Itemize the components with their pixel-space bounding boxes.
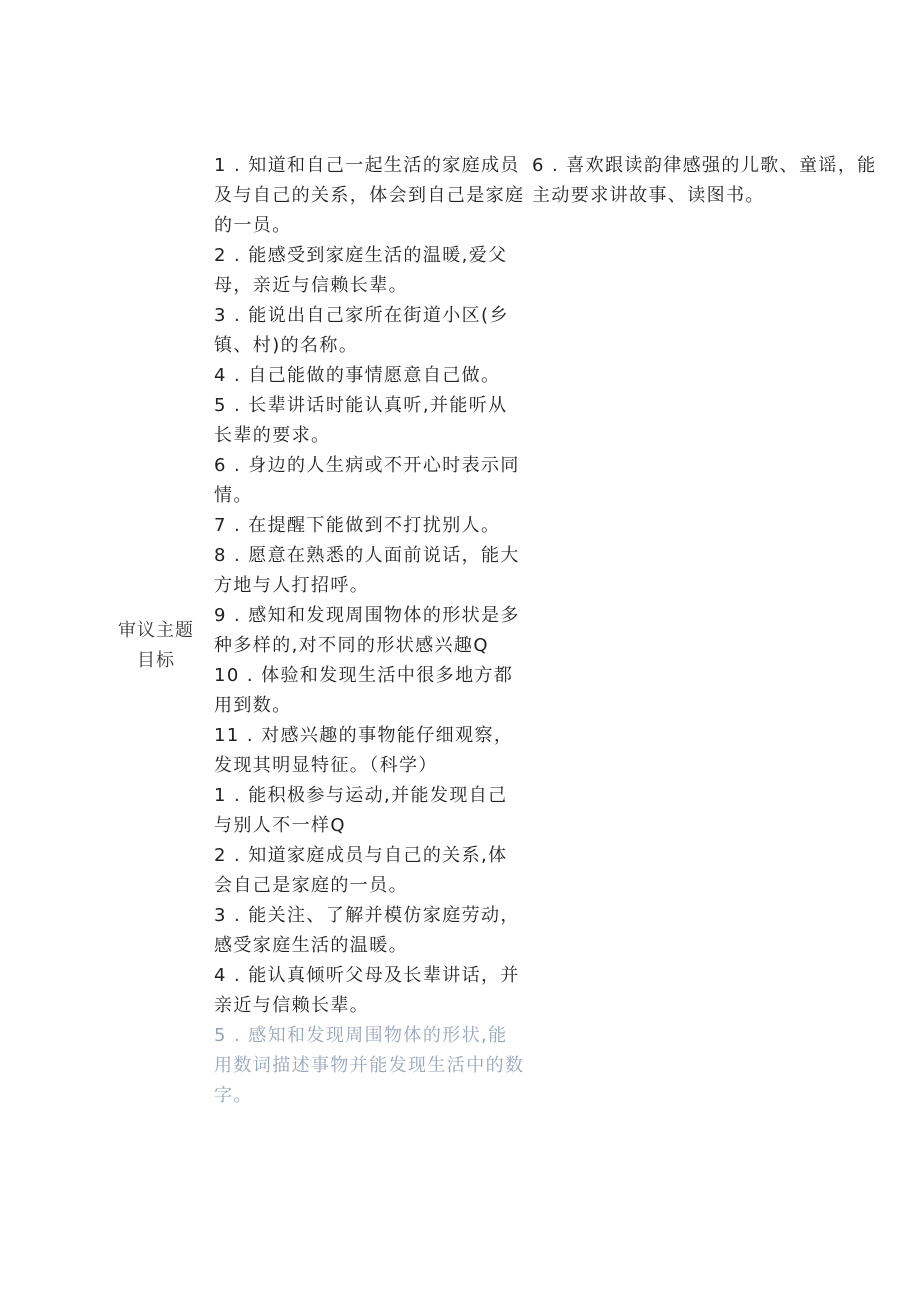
goal-item: 1 . 能积极参与运动,并能发现自己与别人不一样Q [214, 785, 508, 836]
goal-item: 6 . 身边的人生病或不开心时表示同情。 [214, 455, 520, 506]
goal-item-faded: 5 . 感知和发现周围物体的形状,能用数词描述事物并能发现生活中的数字。 [214, 1025, 525, 1106]
goal-item: 9 . 感知和发现周围物体的形状是多种多样的,对不同的形状感兴趣Q [214, 605, 520, 656]
goal-item: 1 . 知道和自己一起生活的家庭成员及与自己的关系，体会到自己是家庭的一员。 [214, 155, 525, 236]
goal-item: 2 . 能感受到家庭生活的温暖,爱父母，亲近与信赖长辈。 [214, 245, 508, 296]
goal-item: 5 . 长辈讲话时能认真听,并能听从长辈的要求。 [214, 395, 508, 446]
goal-item: 7 . 在提醒下能做到不打扰别人。 [214, 515, 501, 536]
row-header-line-1: 审议主题 [118, 620, 194, 641]
goal-item: 3 . 能关注、了解并模仿家庭劳动，感受家庭生活的温暖。 [214, 905, 520, 956]
goal-item: 4 . 自己能做的事情愿意自己做。 [214, 365, 501, 386]
row-header-line-2: 目标 [137, 650, 175, 671]
goal-item: 4 . 能认真倾听父母及长辈讲话，并亲近与信赖长辈。 [214, 965, 520, 1016]
goals-column-left [214, 151, 526, 1111]
goal-item: 3 . 能说出自己家所在街道小区(乡镇、村)的名称。 [214, 305, 509, 356]
goal-item: 11 . 对感兴趣的事物能仔细观察，发现其明显特征。（科学） [214, 725, 514, 776]
row-header-label [108, 616, 204, 676]
goal-item: 6 . 喜欢跟读韵律感强的儿歌、童谣，能主动要求讲故事、读图书。 [532, 155, 877, 206]
goal-item: 10 . 体验和发现生活中很多地方都用到数。 [214, 665, 514, 716]
goal-item: 8 . 愿意在熟悉的人面前说话，能大方地与人打招呼。 [214, 545, 520, 596]
goal-item: 2 . 知道家庭成员与自己的关系,体会自己是家庭的一员。 [214, 845, 508, 896]
goals-column-right [532, 151, 877, 211]
